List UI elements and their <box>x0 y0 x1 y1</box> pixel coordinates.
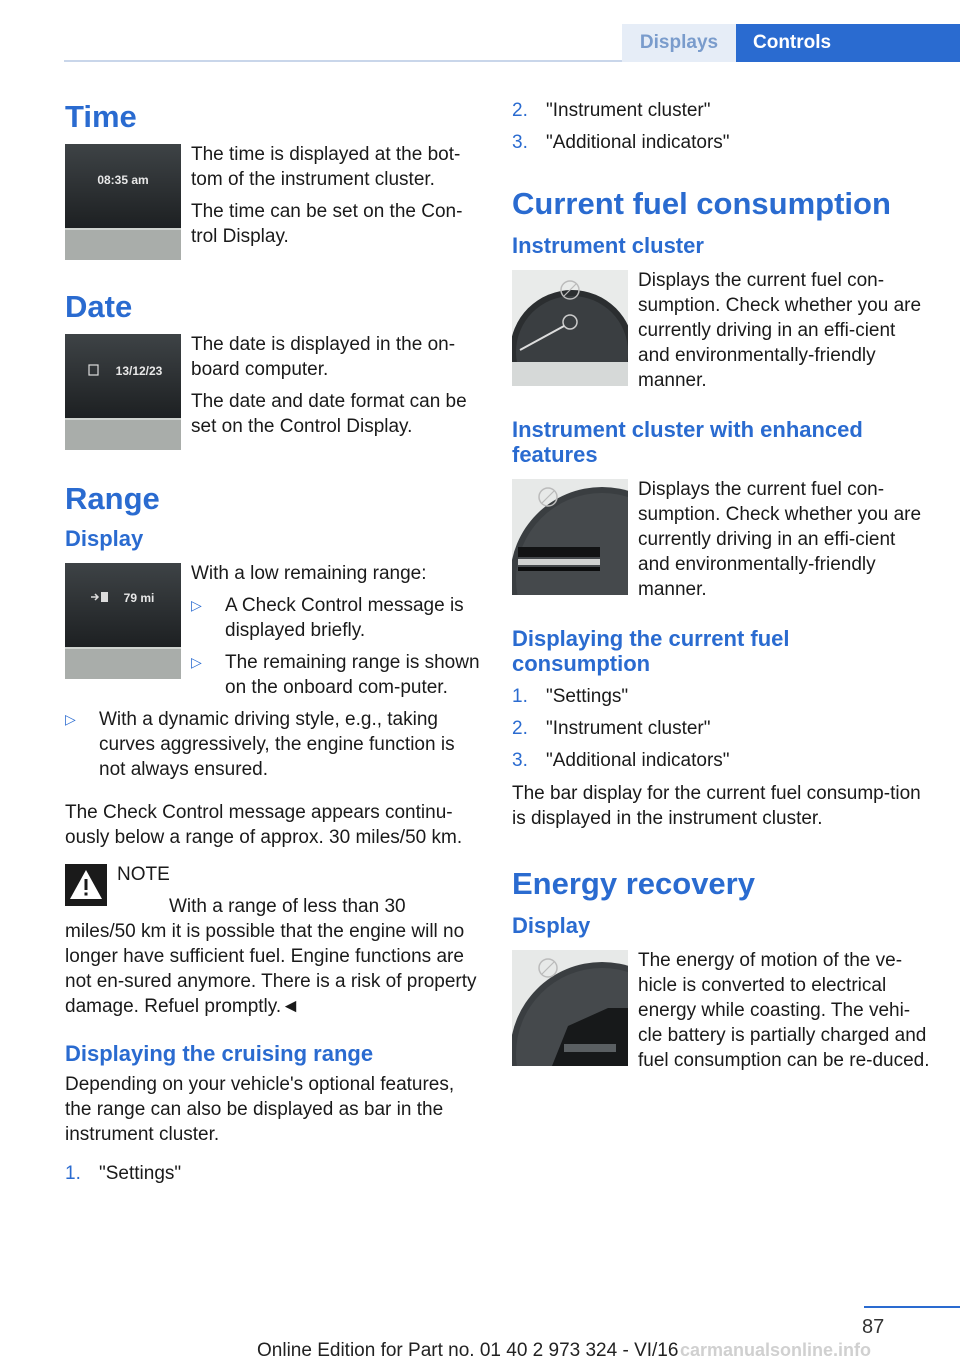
list-item: ▷ With a dynamic driving style, e.g., taking curves aggressively, the engine function is not always ensured. <box>65 709 455 780</box>
list-item: 2. "Instrument cluster" <box>512 100 711 121</box>
page-number: 87 <box>862 1316 885 1338</box>
range-display-image <box>65 563 181 679</box>
energy-paragraph: The energy of motion of the ve-hicle is converted to electrical energy while coasting. The vehi-cle battery is partially charged and fuel consumption can be re-duced. <box>638 950 930 1071</box>
date-paragraph-2: The date and date format can be set on the Control Display. <box>191 391 467 437</box>
enhanced-gauge-image <box>512 479 628 595</box>
range-heading: Range <box>65 481 160 516</box>
date-paragraph-1: The date is displayed in the on-board computer. <box>191 334 456 380</box>
edition-text: Online Edition for Part no. 01 40 2 973 324 - VI/16 <box>257 1340 679 1361</box>
bar-display-paragraph: The bar display for the current fuel consump-tion is displayed in the instrument cluster. <box>512 783 921 829</box>
footer-rule <box>864 1306 960 1308</box>
list-item: 3. "Additional indicators" <box>512 132 730 153</box>
right-column <box>512 98 932 1073</box>
time-image-text: 08:35 am <box>97 173 149 187</box>
time-paragraph-1: The time is displayed at the bot-tom of the instrument cluster. <box>191 144 461 190</box>
watermark: carmanualsonline.info <box>680 1340 872 1360</box>
warning-icon <box>65 864 107 906</box>
triangle-bullet-icon: ▷ <box>191 654 202 670</box>
instrument-cluster-subheading: Instrument cluster <box>512 233 704 258</box>
enhanced-cluster-paragraph: Displays the current fuel con-sumption. Check whether you are currently driving in an effi-cient and environmentally-friendly manner. <box>638 479 922 600</box>
date-heading: Date <box>65 289 133 324</box>
date-image-text: 13/12/23 <box>115 364 163 378</box>
tab-controls[interactable]: Controls <box>736 24 960 62</box>
note-box <box>65 862 480 1019</box>
range-paragraph: The Check Control message appears continu-ously below a range of approx. 30 miles/50 km. <box>65 802 463 848</box>
range-display-subheading: Display <box>65 526 144 551</box>
list-item: 2. "Instrument cluster" <box>512 718 711 739</box>
fuel-pump-icon <box>101 592 108 602</box>
list-item: ▷ A Check Control message is displayed briefly. <box>191 595 464 641</box>
list-item: 1. "Settings" <box>65 1163 182 1184</box>
triangle-bullet-icon: ▷ <box>191 597 202 613</box>
date-display-image <box>65 334 181 450</box>
time-display-image <box>65 144 181 260</box>
list-item: 1. "Settings" <box>512 686 629 707</box>
triangle-bullet-icon: ▷ <box>65 711 76 727</box>
enhanced-cluster-subheading: Instrument cluster with enhanced features <box>512 417 863 467</box>
left-column <box>65 98 480 1186</box>
time-paragraph-2: The time can be set on the Con-trol Display. <box>191 201 463 247</box>
list-item: ▷ The remaining range is shown on the onboard com-puter. <box>191 652 480 698</box>
cruising-range-subheading: Displaying the cruising range <box>65 1041 374 1066</box>
tab-displays[interactable]: Displays <box>622 24 736 62</box>
fuel-consumption-heading: Current fuel consumption <box>512 186 891 221</box>
list-item: 3. "Additional indicators" <box>512 750 730 771</box>
note-text: With a range of less than 30 miles/50 km it is possible that the engine will no longer have sufficient fuel. Engine functions are not en-sured anymore. There is a risk of property damage. Refuel promptly.◄ <box>65 896 477 1017</box>
energy-recovery-heading: Energy recovery <box>512 866 755 901</box>
range-intro: With a low remaining range: <box>191 563 427 584</box>
fuel-gauge-image <box>512 270 628 386</box>
energy-gauge-image <box>512 950 628 1066</box>
time-heading: Time <box>65 99 137 134</box>
range-image-text: 79 mi <box>123 591 155 605</box>
instrument-cluster-paragraph: Displays the current fuel con-sumption. Check whether you are currently driving in an effi-cient and environmentally-friendly manner. <box>638 270 922 391</box>
note-label: NOTE <box>117 864 170 885</box>
displaying-fuel-subheading: Displaying the current fuel consumption <box>512 626 790 676</box>
cruising-paragraph: Depending on your vehicle's optional features, the range can also be displayed as bar in the instrument cluster. <box>65 1074 455 1145</box>
energy-display-subheading: Display <box>512 913 591 938</box>
